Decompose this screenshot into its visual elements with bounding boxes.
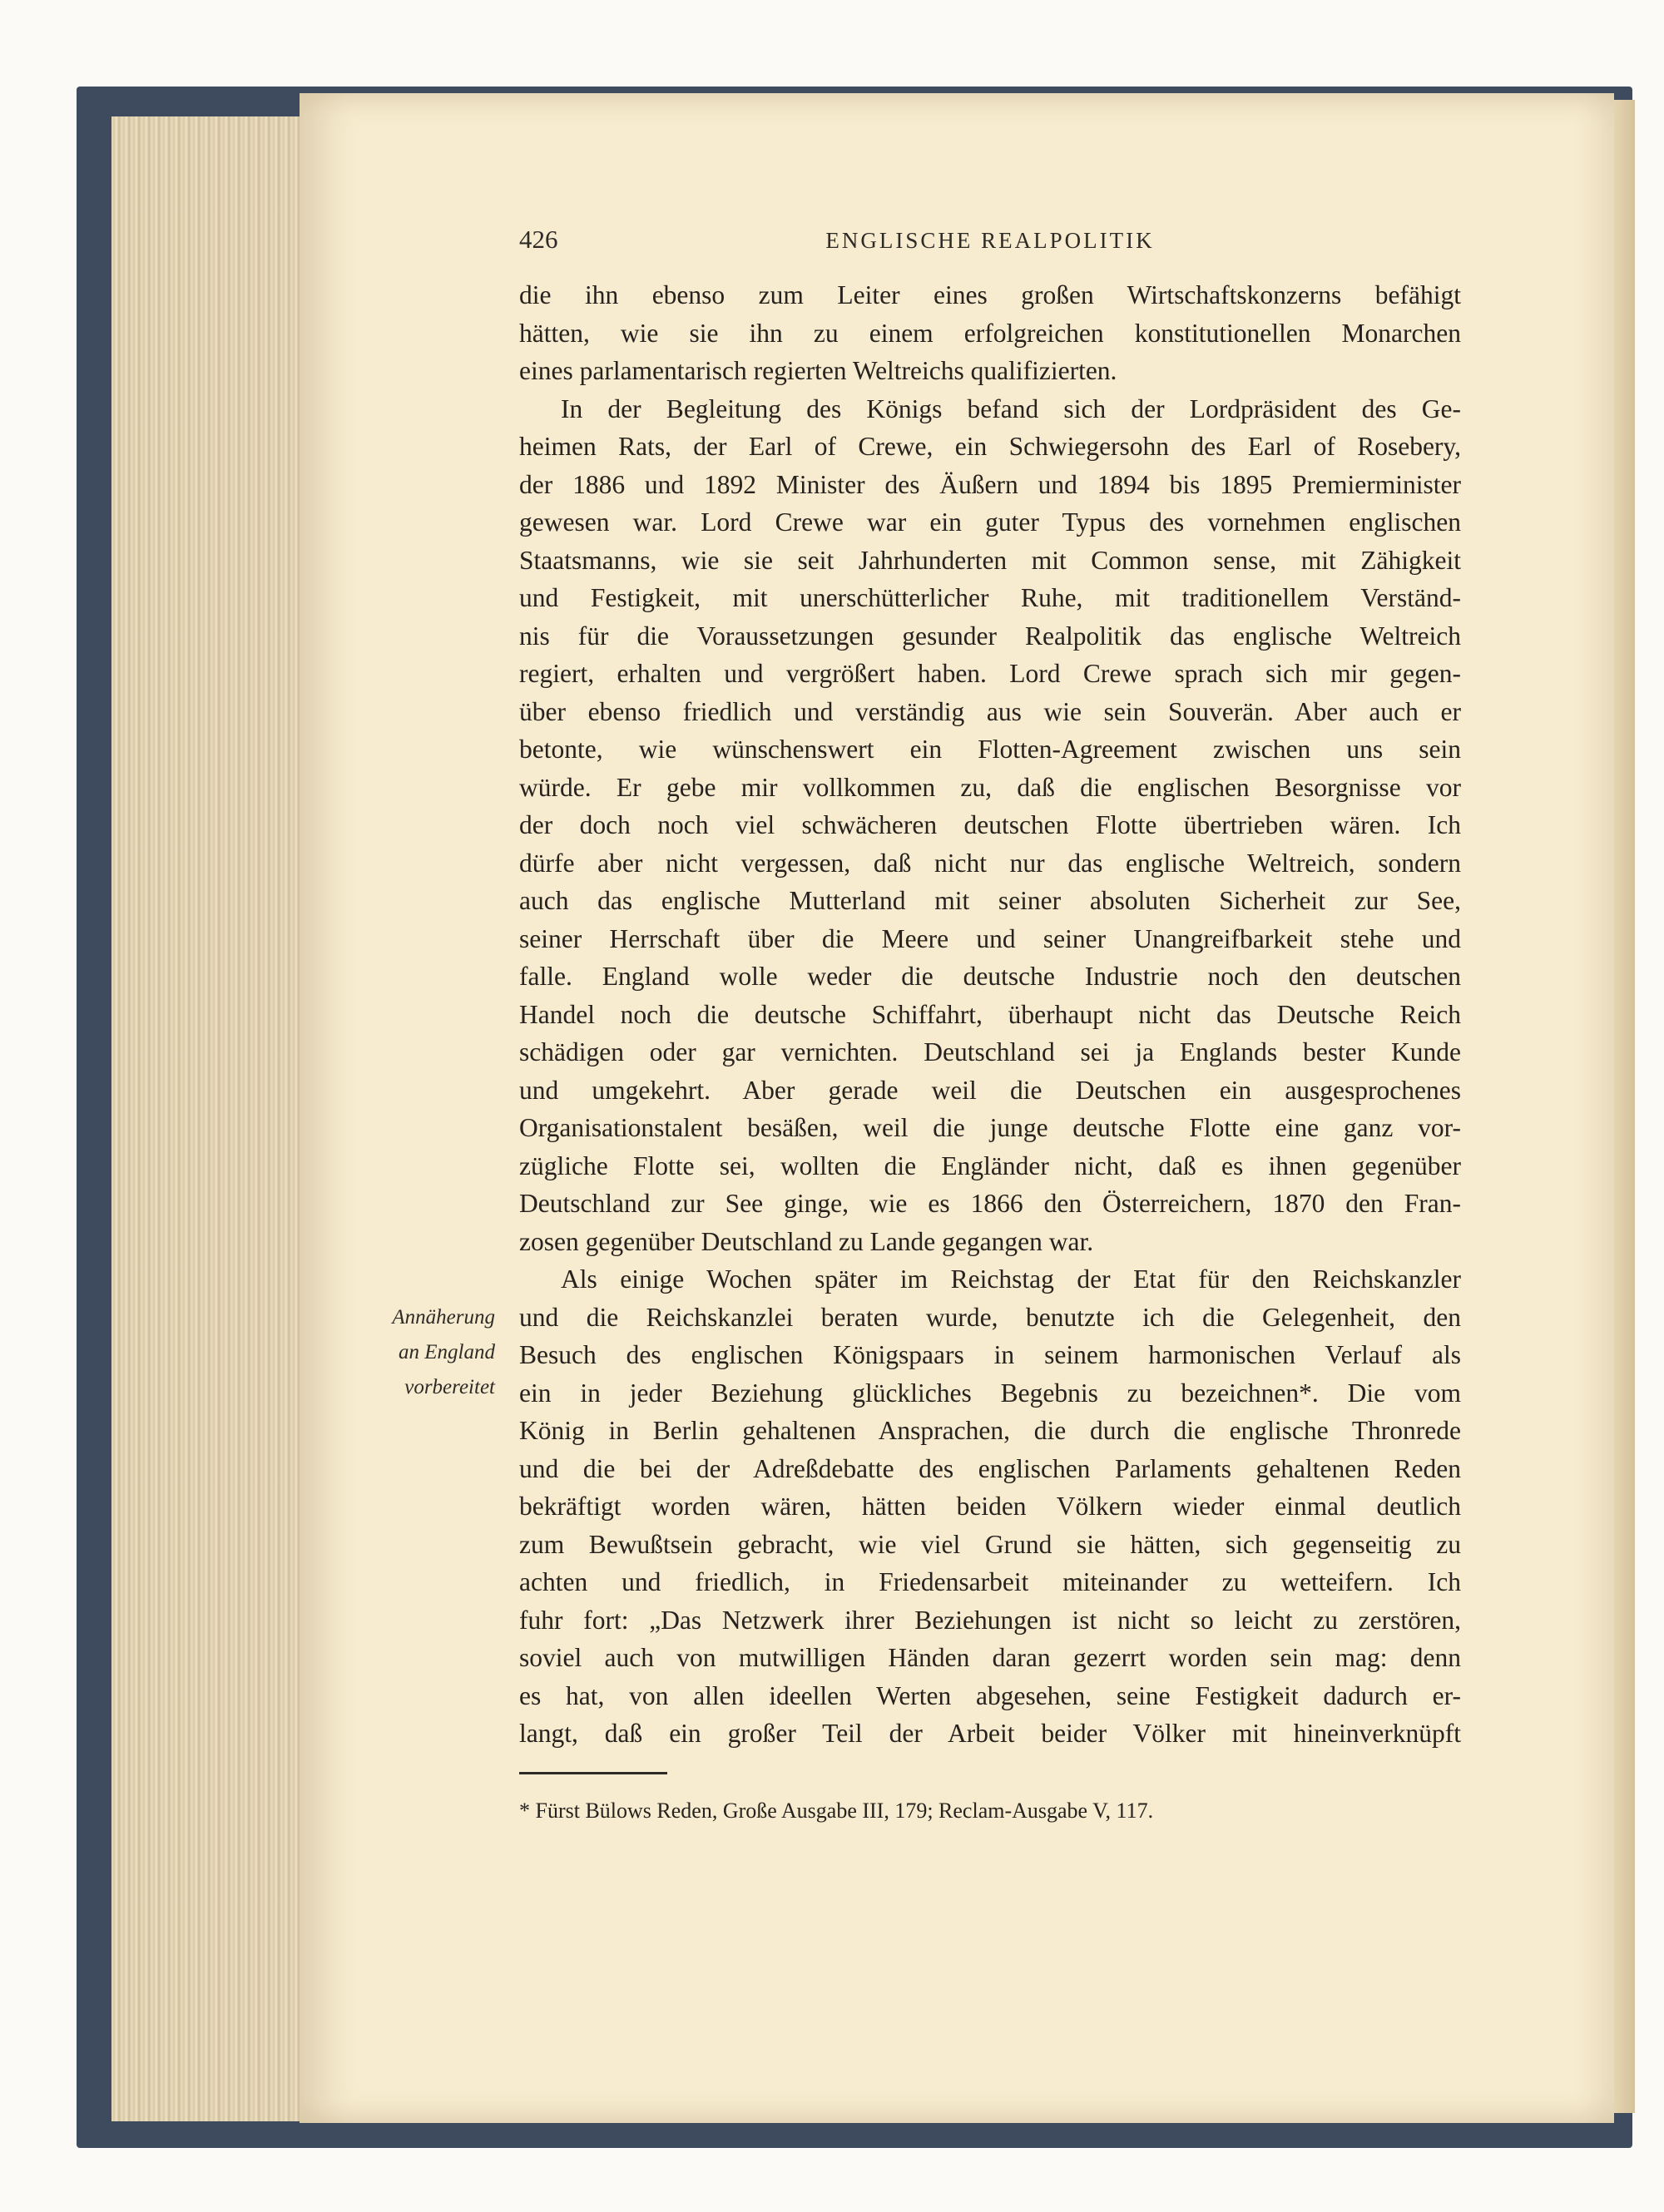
page-number: 426: [519, 225, 558, 254]
text-line: würde. Er gebe mir vollkommen zu, daß die englischen Besorgnisse vor: [519, 772, 1461, 802]
running-title: ENGLISCHE REALPOLITIK: [825, 228, 1155, 253]
text-line: achten und friedlich, in Friedensarbeit miteinander zu wetteifern. Ich: [519, 1567, 1461, 1596]
text-line: dürfe aber nicht vergessen, daß nicht nur das englische Weltreich, sondern: [519, 848, 1461, 878]
text-line: In der Begleitung des Königs befand sich der Lordpräsident des Ge-: [561, 393, 1461, 423]
running-header: [519, 225, 1461, 261]
text-line: der doch noch viel schwächeren deutschen Flotte übertrieben wären. Ich: [519, 810, 1461, 839]
text-line: schädigen oder gar vernichten. Deutschland sei ja Englands bester Kunde: [519, 1037, 1461, 1066]
text-line: fuhr fort: „Das Netzwerk ihrer Beziehungen ist nicht so leicht zu zerstören,: [519, 1605, 1461, 1635]
text-line: langt, daß ein großer Teil der Arbeit beider Völker mit hineinverknüpft: [519, 1719, 1461, 1748]
text-line: auch das englische Mutterland mit seiner absoluten Sicherheit zur See,: [519, 886, 1461, 915]
text-line: falle. England wolle weder die deutsche Industrie noch den deutschen: [519, 962, 1461, 991]
text-line: Handel noch die deutsche Schiffahrt, überhaupt nicht das Deutsche Reich: [519, 999, 1461, 1029]
text-line: Staatsmanns, wie sie seit Jahrhunderten mit Common sense, mit Zähigkeit: [519, 545, 1461, 575]
text-line: und Festigkeit, mit unerschütterlicher Ruhe, mit traditionellem Verständ-: [519, 583, 1461, 612]
text-line: und die Reichskanzlei beraten wurde, benutzte ich die Gelegenheit, den: [519, 1302, 1461, 1332]
text-line: zum Bewußtsein gebracht, wie viel Grund sie hätten, sich gegenseitig zu: [519, 1529, 1461, 1559]
text-line: und die bei der Adreßdebatte des englischen Parlaments gehaltenen Reden: [519, 1453, 1461, 1483]
marginal-note-line: Annäherung: [392, 1306, 495, 1329]
text-line: der 1886 und 1892 Minister des Äußern und 1894 bis 1895 Premierminister: [519, 469, 1461, 499]
text-line: König in Berlin gehaltenen Ansprachen, die durch die englische Thronrede: [519, 1416, 1461, 1445]
text-line: eines parlamentarisch regierten Weltreichs qualifizierten.: [519, 356, 1117, 385]
text-line: gewesen war. Lord Crewe war ein guter Typus des vornehmen englischen: [519, 507, 1461, 537]
text-line: heimen Rats, der Earl of Crewe, ein Schwiegersohn des Earl of Rosebery,: [519, 432, 1461, 461]
text-line: Organisationstalent besäßen, weil die junge deutsche Flotte eine ganz vor-: [519, 1113, 1461, 1142]
marginal-note-line: an England: [399, 1341, 495, 1363]
text-line: regiert, erhalten und vergrößert haben. Lord Crewe sprach sich mir gegen-: [519, 659, 1461, 688]
body-text: [519, 276, 1461, 1753]
text-line: nis für die Voraussetzungen gesunder Realpolitik das englische Weltreich: [519, 621, 1461, 651]
text-line: zügliche Flotte sei, wollten die Engländer nicht, daß es ihnen gegenüber: [519, 1151, 1461, 1180]
text-line: und umgekehrt. Aber gerade weil die Deutschen ein ausgesprochenes: [519, 1075, 1461, 1105]
marginal-note: [316, 1300, 495, 1405]
text-line: Als einige Wochen später im Reichstag der Etat für den Reichskanzler: [561, 1264, 1461, 1294]
marginal-note-line: vorbereitet: [404, 1376, 495, 1398]
page-edges: [111, 116, 319, 2121]
text-line: seiner Herrschaft über die Meere und seiner Unangreifbarkeit stehe und: [519, 923, 1461, 953]
text-line: die ihn ebenso zum Leiter eines großen Wirtschaftskonzerns befähigt: [519, 280, 1461, 309]
text-line: Besuch des englischen Königspaars in seinem harmonischen Verlauf als: [519, 1340, 1461, 1369]
text-line: soviel auch von mutwilligen Händen daran gezerrt worden sein mag: denn: [519, 1643, 1461, 1672]
text-line: betonte, wie wünschenswert ein Flotten-Agreement zwischen uns sein: [519, 735, 1461, 764]
footnote-rule: [519, 1772, 667, 1774]
text-line: Deutschland zur See ginge, wie es 1866 den Österreichern, 1870 den Fran-: [519, 1189, 1461, 1218]
text-line: es hat, von allen ideellen Werten abgesehen, seine Festigkeit dadurch er-: [519, 1680, 1461, 1710]
text-line: über ebenso friedlich und verständig aus wie sein Souverän. Aber auch er: [519, 696, 1461, 726]
footnote: * Fürst Bülows Reden, Große Ausgabe III, 179; Reclam-Ausgabe V, 117.: [519, 1799, 1154, 1823]
text-line: zosen gegenüber Deutschland zu Lande gegangen war.: [519, 1226, 1094, 1256]
text-line: hätten, wie sie ihn zu einem erfolgreichen konstitutionellen Monarchen: [519, 318, 1461, 348]
text-line: ein in jeder Beziehung glückliches Begebnis zu bezeichnen*. Die vom: [519, 1378, 1461, 1408]
text-line: bekräftigt worden wären, hätten beiden Völkern wieder einmal deutlich: [519, 1492, 1461, 1521]
